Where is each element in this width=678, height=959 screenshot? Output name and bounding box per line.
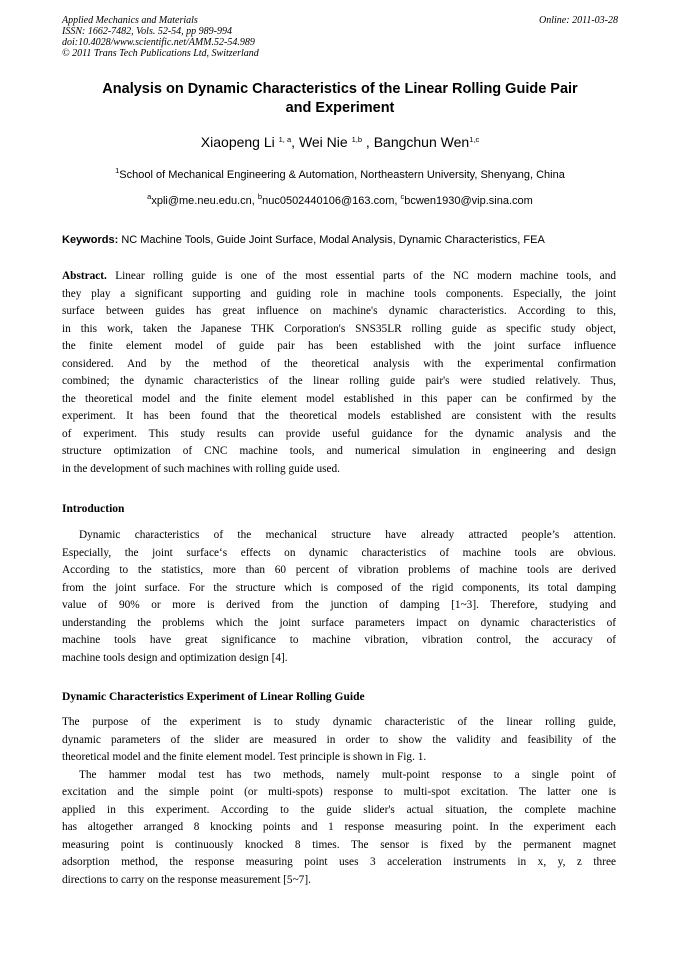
author-3-affil: 1,c [469,135,480,144]
author-2-affil: 1,b [351,135,363,144]
affiliation-marker: 1 [115,166,120,175]
affiliation-text: School of Mechanical Engineering & Automation, Northeastern University, Shenyang, China [119,169,565,181]
abstract-line: Abstract. Linear rolling guide is one of the most essential parts of the NC modern machine tools, and [62,270,616,282]
email-a: xpli@me.neu.edu.cn, [151,195,255,207]
affiliation [62,168,618,182]
email-a-marker: a [147,192,152,201]
intro-line: According to the statistics, more than 60 percent of vibration problems of machine tools are derived [62,564,616,576]
author-1-affil: 1, a [278,135,292,144]
abstract-line: structure optimization of CNC machine tools, and numerical simulation in engineering and design [62,445,616,457]
abstract-line: experiment. It has been found that the theoretical models established are consistent with the results [62,410,616,422]
keywords-label: Keywords: [62,234,119,246]
intro-line: Dynamic characteristics of the mechanical structure have already attracted people’s attention. [79,529,616,541]
abstract [62,268,616,478]
author-separator: , [291,134,299,150]
doi-line: doi:10.4028/www.scientific.net/AMM.52-54.989 [62,37,255,48]
intro-line: from the joint surface. For the structure which is composed of the rigid components, its total damping [62,581,616,594]
experiment-line: excitation and the simple point (or multi-spots) response to multi-spot excitation. The latter one is [62,786,616,798]
intro-line: Especially, the joint surface‘s effects on dynamic characteristics of machine tools are obvious. [62,546,616,559]
experiment-line: measuring point is continuously knocked 8 times. The sensor is fixed by the permanent magnet [62,838,616,851]
experiment-line: directions to carry on the response measurement [5~7]. [62,873,311,886]
introduction-paragraph [62,527,616,667]
title-line-2: and Experiment [285,100,395,116]
experiment-paragraph [62,714,616,889]
journal-name: Applied Mechanics and Materials [62,15,198,26]
experiment-line: applied in this experiment. According to the guide slider's actual situation, the complete machine [62,803,616,816]
abstract-line: considered. And by the method of the theoretical analysis with the experimental confirmation [62,357,616,370]
section-heading-experiment: Dynamic Characteristics Experiment of Linear Rolling Guide [62,691,365,703]
experiment-line: dynamic parameters of the slider are measured in order to show the validity and feasibility of the [62,733,616,746]
title-line-1: Analysis on Dynamic Characteristics of the Linear Rolling Guide Pair [102,81,578,97]
abstract-line: of experiment. This study results can provide useful guidance for the dynamic analysis and the [62,427,616,440]
abstract-line: surface between guides has great influence on machine's dynamic characteristics. According to this, [62,305,616,317]
author-3-name: Bangchun Wen [373,134,470,150]
experiment-line: adsorption method, the response measuring point uses 3 acceleration instruments in x, y, z three [62,856,616,868]
email-b: nuc0502440106@163.com, [262,195,398,207]
intro-line: machine tools design and optimization design [4]. [62,651,288,664]
abstract-label: Abstract. [62,270,107,282]
paper-title [62,80,618,118]
issn-line: ISSN: 1662-7482, Vols. 52-54, pp 989-994 [62,26,232,37]
email-b-marker: b [257,192,263,201]
copyright-line: © 2011 Trans Tech Publications Ltd, Switzerland [62,48,259,59]
publication-header [62,15,618,59]
email-c-marker: c [400,192,405,201]
abstract-line: they play a significant supporting and guiding role in machine tools components. Especially, the joint [62,287,616,300]
abstract-line: combined; the dynamic characteristics of the linear rolling guide pair's were studied relatively. Thus, [62,375,616,387]
author-separator: , [362,134,374,150]
abstract-line: in this work, taken the Japanese THK Corporation's SNS35LR rolling guide as specific study object, [62,322,616,335]
experiment-line: has altogether arranged 8 knocking points and 1 response measuring point. In the experiment each [62,821,616,833]
email-c: bcwen1930@vip.sina.com [404,195,533,207]
author-list [62,133,618,151]
intro-line: understanding the problems which the joint surface parameters impact on dynamic characteristics of [62,616,616,629]
keywords [62,233,618,247]
intro-line: value of 90% or more is derived from the junction of damping [1~3]. Therefore, studying and [62,599,616,611]
abstract-line: in the development of such machines with rolling guide used. [62,462,340,475]
experiment-line: The purpose of the experiment is to study dynamic characteristic of the linear rolling guide, [62,716,616,728]
abstract-line: the theoretical model and the finite element model established in this paper can be confirmed by the [62,392,616,405]
abstract-line: the finite element model of guide pair has been established with the joint surface influence [62,340,616,352]
intro-line: machine tools have great significance to machine vibration, vibration control, the accuracy of [62,634,616,646]
author-1-name: Xiaopeng Li [200,134,275,150]
email-list [62,194,618,208]
section-heading-introduction: Introduction [62,503,125,515]
keywords-text: NC Machine Tools, Guide Joint Surface, Modal Analysis, Dynamic Characteristics, FEA [121,234,545,246]
experiment-line: theoretical model and the finite element model. Test principle is shown in Fig. 1. [62,751,427,763]
author-2-name: Wei Nie [298,134,348,150]
experiment-line: The hammer modal test has two methods, namely mult-point response to a single point of [79,768,616,781]
online-date: Online: 2011-03-28 [539,15,618,26]
